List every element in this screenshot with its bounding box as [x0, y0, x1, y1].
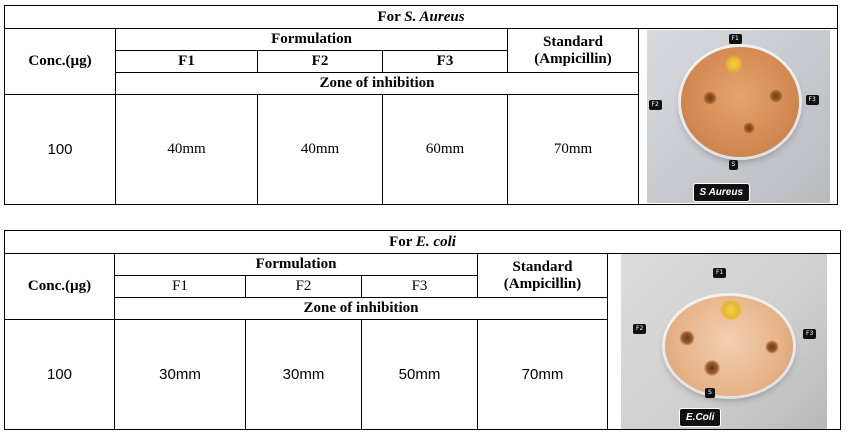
label-f1: F1 [729, 34, 742, 44]
f3-value: 50mm [362, 320, 478, 430]
f3-header: F3 [383, 51, 508, 73]
standard-header: Standard (Ampicillin) [508, 29, 639, 73]
s-aureus-table [4, 5, 838, 205]
formulation-header: Formulation [116, 29, 508, 51]
f2-value: 30mm [246, 320, 362, 430]
petri-dish [681, 47, 799, 157]
label-f3: F3 [803, 329, 816, 339]
label-f3: F3 [806, 95, 819, 105]
conc-header: Conc.(µg) [5, 29, 116, 95]
photo-caption: S Aureus [693, 183, 751, 202]
label-f2: F2 [633, 324, 646, 334]
well-f1 [719, 300, 743, 320]
well-f2 [679, 330, 695, 346]
f2-header: F2 [258, 51, 383, 73]
f1-value: 30mm [115, 320, 246, 430]
f2-value: 40mm [258, 95, 383, 205]
standard-value: 70mm [478, 320, 608, 430]
well-f2 [703, 91, 717, 105]
organism-name: S. Aureus [404, 8, 465, 25]
table-title: For E. coli [5, 231, 841, 254]
zone-header: Zone of inhibition [115, 298, 608, 320]
label-s: S [729, 160, 739, 170]
label-f1: F1 [713, 268, 726, 278]
f1-header: F1 [116, 51, 258, 73]
label-f2: F2 [649, 100, 662, 110]
standard-value: 70mm [508, 95, 639, 205]
petri-plate-image [647, 30, 830, 203]
label-s: S [705, 388, 715, 398]
petri-dish [665, 296, 793, 396]
f1-header: F1 [115, 276, 246, 298]
photo-caption: E.Coli [679, 408, 721, 427]
standard-header: Standard (Ampicillin) [478, 254, 608, 298]
conc-header: Conc.(µg) [5, 254, 115, 320]
petri-dish-photo [608, 254, 841, 430]
petri-dish-photo [639, 29, 838, 205]
well-s [743, 122, 755, 134]
e-coli-table [4, 230, 841, 430]
f1-value: 40mm [116, 95, 258, 205]
conc-value: 100 [5, 95, 116, 205]
well-f1 [725, 55, 743, 73]
well-f3 [765, 340, 779, 354]
f3-header: F3 [362, 276, 478, 298]
zone-header: Zone of inhibition [116, 73, 639, 95]
well-f3 [769, 89, 783, 103]
organism-name: E. coli [415, 233, 456, 250]
table-title: For S. Aureus [5, 6, 838, 29]
f2-header: F2 [246, 276, 362, 298]
well-s [703, 360, 721, 376]
f3-value: 60mm [383, 95, 508, 205]
petri-plate-image [621, 254, 827, 429]
conc-value: 100 [5, 320, 115, 430]
formulation-header: Formulation [115, 254, 478, 276]
